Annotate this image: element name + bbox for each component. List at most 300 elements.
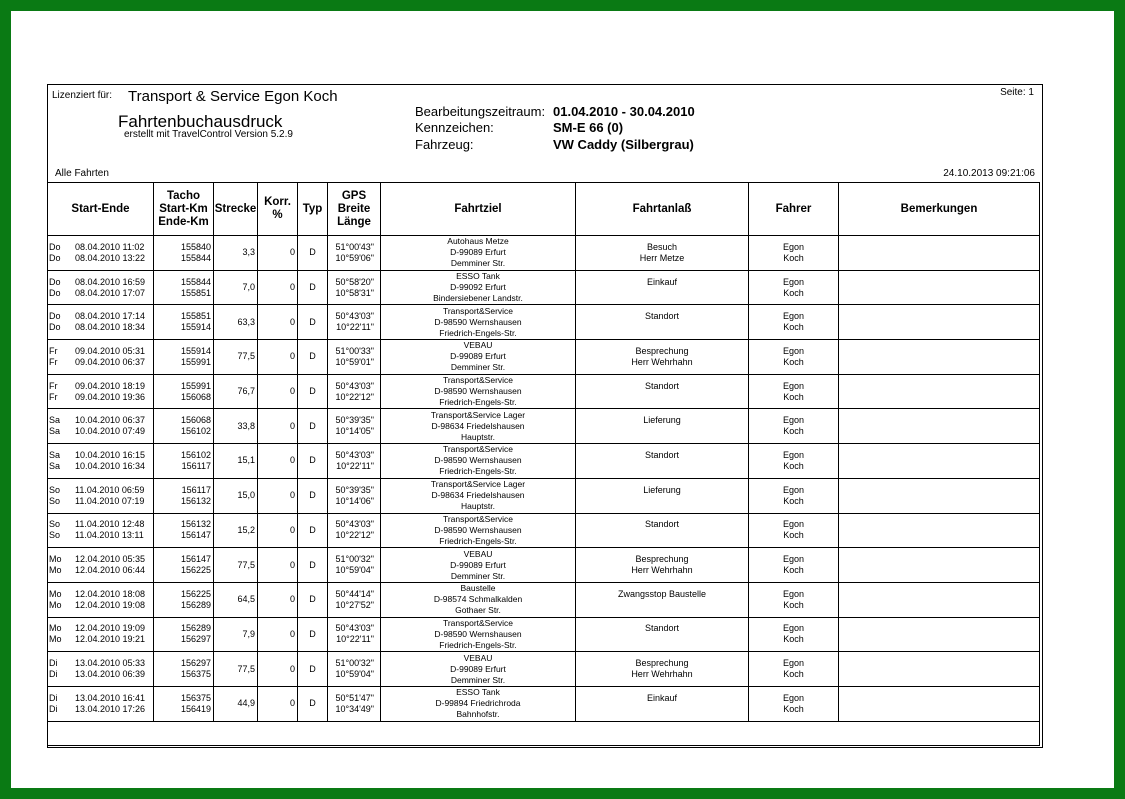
gps-lat: 51°00'32" [335,658,374,669]
korr-cell: 0 [258,340,298,375]
gps-cell [328,617,381,652]
table-row [48,652,1040,687]
tacho-cell [154,582,214,617]
col-bemerkungen: Bemerkungen [839,183,1040,236]
gps-lon: 10°58'31" [335,287,374,298]
end-km: 156102 [180,426,211,437]
fahrtziel-cell [381,409,576,444]
end-weekday: Di [49,669,58,680]
table-row [48,582,1040,617]
gps-cell [328,374,381,409]
col-fahrtziel: Fahrtziel [381,183,576,236]
ziel-city: D-98590 Wernshausen [434,455,522,466]
gps-lat: 50°58'20" [335,276,374,287]
tacho-cell [154,548,214,583]
fahrer-first: Egon [782,692,805,703]
anlass-line: Herr Wehrhahn [631,356,693,367]
korr-cell: 0 [258,513,298,548]
ziel-city: D-98590 Wernshausen [434,524,522,535]
end-weekday: Do [49,287,61,298]
anlass-line: Besprechung [635,658,689,669]
start-datetime: 08.04.2010 11:02 [75,241,145,252]
start-km: 155914 [180,345,211,356]
start-km: 156225 [180,588,211,599]
start-ende-cell [48,652,154,687]
fahrtanlass-cell [576,617,749,652]
strecke-cell: 7,0 [214,270,258,305]
col-korr-line: Korr. [264,196,291,208]
gps-lat: 50°43'03" [335,623,374,634]
start-datetime: 08.04.2010 16:59 [75,276,146,287]
gps-lat: 50°43'03" [335,449,374,460]
ziel-city: D-99089 Erfurt [450,559,506,570]
ziel-street: Demminer Str. [450,674,506,685]
start-ende-cell [48,374,154,409]
typ-cell: D [298,548,328,583]
fahrer-cell [749,444,839,479]
gps-lon: 10°22'11" [336,322,374,333]
tacho-cell [154,513,214,548]
bemerkungen-cell [839,409,1040,444]
anlass-line [576,704,748,715]
typ-cell: D [298,686,328,721]
anlass-line [576,634,748,645]
gps-lon: 10°27'52" [335,599,374,610]
strecke-cell: 15,2 [214,513,258,548]
fahrer-first: Egon [782,415,805,426]
end-weekday: Fr [49,356,58,367]
start-ende-cell [48,444,154,479]
fahrer-first: Egon [782,380,805,391]
ziel-name: Transport&Service [442,305,514,316]
start-km: 155840 [180,241,211,252]
strecke-cell: 33,8 [214,409,258,444]
tacho-cell [154,686,214,721]
ziel-city: D-99089 Erfurt [450,663,506,674]
table-row [48,686,1040,721]
typ-cell: D [298,340,328,375]
fahrtanlass-cell [576,340,749,375]
start-km: 156117 [181,484,211,495]
start-datetime: 12.04.2010 18:08 [75,588,146,599]
start-datetime: 10.04.2010 16:15 [75,449,146,460]
strecke-cell: 3,3 [214,236,258,271]
col-gps [328,183,381,236]
col-gps-line: Länge [337,215,371,228]
fahrer-cell [749,236,839,271]
ziel-name: Transport&Service [442,617,514,628]
fahrer-last: Koch [783,391,804,402]
fahrtziel-cell [381,686,576,721]
ziel-city: D-98634 Friedelshausen [431,490,525,501]
ziel-city: D-99089 Erfurt [450,247,506,258]
ziel-name: Autohaus Metze [447,236,509,247]
fahrtziel-cell [381,652,576,687]
fahrtziel-cell [381,270,576,305]
ziel-name: VEBAU [463,652,493,663]
fahrtziel-cell [381,340,576,375]
start-datetime: 09.04.2010 18:19 [75,380,146,391]
tacho-cell [154,617,214,652]
typ-cell: D [298,305,328,340]
start-km: 156289 [180,623,211,634]
col-gps-line: GPS [341,189,367,202]
end-km: 156419 [180,703,211,714]
company-name: Transport & Service Egon Koch [128,88,338,105]
ziel-city: D-99089 Erfurt [450,351,506,362]
gps-cell [328,478,381,513]
end-km: 156297 [180,634,211,645]
table-empty-row [48,721,1040,745]
gps-lon: 10°22'11" [336,634,374,645]
end-km: 155844 [180,252,211,263]
fahrtanlass-cell [576,409,749,444]
col-strecke: Strecke [214,183,258,236]
col-tacho [154,183,214,236]
start-weekday: Mo [49,588,62,599]
fahrer-last: Koch [783,426,804,437]
ziel-street: Demminer Str. [450,362,506,373]
korr-cell: 0 [258,270,298,305]
gps-cell [328,652,381,687]
end-datetime: 13.04.2010 06:39 [75,669,146,680]
ziel-name: Transport&Service Lager [430,409,526,420]
typ-cell: D [298,236,328,271]
start-km: 156132 [180,519,211,530]
end-weekday: Do [49,252,61,263]
gps-lon: 10°14'06" [335,495,374,506]
korr-cell: 0 [258,374,298,409]
tacho-cell [154,444,214,479]
strecke-cell: 15,1 [214,444,258,479]
gps-lat: 50°39'35" [335,415,374,426]
table-row [48,340,1040,375]
fahrtziel-cell [381,548,576,583]
anlass-line: Standort [644,449,680,460]
start-datetime: 12.04.2010 05:35 [75,554,146,565]
gps-cell [328,548,381,583]
fahrer-last: Koch [783,356,804,367]
strecke-cell: 77,5 [214,652,258,687]
start-km: 155851 [180,311,211,322]
gps-cell [328,582,381,617]
bemerkungen-cell [839,513,1040,548]
ziel-street: Demminer Str. [450,258,506,269]
gps-lat: 51°00'43" [335,241,374,252]
bemerkungen-cell [839,444,1040,479]
fahrtanlass-cell [576,582,749,617]
typ-cell: D [298,270,328,305]
table-row [48,270,1040,305]
end-km: 155991 [180,356,211,367]
gps-lat: 51°00'33" [335,345,374,356]
end-datetime: 10.04.2010 07:49 [75,426,146,437]
typ-cell: D [298,617,328,652]
gps-lon: 10°22'11" [336,460,374,471]
ziel-name: VEBAU [463,548,493,559]
fahrtanlass-cell [576,513,749,548]
start-ende-cell [48,582,154,617]
gps-cell [328,409,381,444]
col-fahrer: Fahrer [749,183,839,236]
fahrtanlass-cell [576,305,749,340]
table-row [48,617,1040,652]
table-body [48,236,1040,722]
fahrer-last: Koch [783,530,804,541]
gps-cell [328,513,381,548]
fahrer-last: Koch [783,495,804,506]
tacho-cell [154,270,214,305]
fahrer-cell [749,513,839,548]
start-ende-cell [48,617,154,652]
fahrer-first: Egon [782,276,805,287]
tacho-cell [154,305,214,340]
report-subtitle: erstellt mit TravelControl Version 5.2.9 [124,129,293,140]
start-datetime: 10.04.2010 06:37 [75,415,146,426]
trips-table [47,182,1040,746]
gps-lat: 50°44'14" [335,588,374,599]
empty-cell [48,721,1040,745]
start-weekday: So [49,484,61,495]
start-weekday: Mo [49,623,62,634]
vehicle-label: Fahrzeug: [415,136,474,152]
fahrer-first: Egon [782,449,805,460]
bemerkungen-cell [839,478,1040,513]
report-frame [47,84,1043,748]
ziel-street: Bahnhofstr. [456,709,500,720]
ziel-name: Transport&Service Lager [430,479,526,490]
end-datetime: 08.04.2010 13:22 [75,252,146,263]
fahrer-first: Egon [782,588,805,599]
end-km: 156375 [180,669,211,680]
fahrer-cell [749,374,839,409]
fahrer-last: Koch [783,565,804,576]
ziel-name: ESSO Tank [456,271,500,282]
gps-lat: 50°43'03" [335,519,374,530]
anlass-line [576,392,748,403]
ziel-city: D-99092 Erfurt [450,282,506,293]
start-weekday: Do [49,241,61,252]
end-datetime: 11.04.2010 07:19 [75,495,145,506]
ziel-name: Baustelle [460,583,496,594]
start-weekday: Sa [49,415,61,426]
table-row [48,548,1040,583]
anlass-line: Standort [644,311,680,322]
fahrer-first: Egon [782,241,805,252]
end-weekday: Sa [49,426,61,437]
tacho-cell [154,652,214,687]
gps-lat: 50°43'03" [335,311,374,322]
start-weekday: Di [49,692,58,703]
vehicle-value: VW Caddy (Silbergrau) [553,136,694,152]
korr-cell: 0 [258,548,298,583]
table-row [48,444,1040,479]
fahrer-first: Egon [782,519,805,530]
gps-lon: 10°59'06" [335,252,374,263]
anlass-line: Standort [644,623,680,634]
fahrer-last: Koch [783,322,804,333]
col-korr-line: % [272,209,283,221]
end-km: 156225 [180,565,211,576]
end-datetime: 09.04.2010 06:37 [75,356,146,367]
start-datetime: 13.04.2010 05:33 [75,658,146,669]
start-datetime: 11.04.2010 12:48 [75,519,145,530]
table-row [48,236,1040,271]
ziel-street: Gothaer Str. [455,605,501,616]
anlass-line: Besuch [646,241,678,252]
gps-lat: 50°43'03" [335,380,374,391]
anlass-line: Einkauf [646,692,678,703]
gps-lon: 10°59'04" [335,669,374,680]
start-datetime: 11.04.2010 06:59 [75,484,145,495]
ziel-city: D-98634 Friedelshausen [431,420,525,431]
fahrer-last: Koch [783,634,804,645]
end-km: 156068 [180,391,211,402]
typ-cell: D [298,409,328,444]
start-datetime: 12.04.2010 19:09 [75,623,146,634]
anlass-line [576,496,748,507]
report-meta [415,103,695,153]
anlass-line: Herr Wehrhahn [631,669,693,680]
anlass-line [576,426,748,437]
fahrtziel-cell [381,236,576,271]
anlass-line: Einkauf [646,276,678,287]
start-weekday: Sa [49,449,61,460]
gps-lon: 10°14'05" [335,426,374,437]
fahrtanlass-cell [576,686,749,721]
korr-cell: 0 [258,305,298,340]
korr-cell: 0 [258,617,298,652]
ziel-city: D-99894 Friedrichroda [435,698,521,709]
fahrer-last: Koch [783,599,804,610]
filter-label: Alle Fahrten [55,168,109,179]
gps-lat: 50°39'35" [335,484,374,495]
start-km: 156068 [180,415,211,426]
page-number: Seite: 1 [1000,87,1034,98]
start-ende-cell [48,340,154,375]
anlass-line: Herr Wehrhahn [631,565,693,576]
bemerkungen-cell [839,305,1040,340]
strecke-cell: 63,3 [214,305,258,340]
typ-cell: D [298,652,328,687]
korr-cell: 0 [258,478,298,513]
gps-cell [328,340,381,375]
bemerkungen-cell [839,340,1040,375]
gps-cell [328,236,381,271]
fahrer-last: Koch [783,252,804,263]
ziel-city: D-98590 Wernshausen [434,316,522,327]
gps-lon: 10°34'49" [335,703,374,714]
end-datetime: 08.04.2010 18:34 [75,322,146,333]
fahrtanlass-cell [576,236,749,271]
ziel-city: D-98574 Schmalkalden [433,594,523,605]
end-km: 156147 [180,530,211,541]
anlass-line: Standort [644,380,680,391]
typ-cell: D [298,374,328,409]
fahrer-last: Koch [783,287,804,298]
fahrtanlass-cell [576,652,749,687]
ziel-street: Hauptstr. [460,431,496,442]
fahrtziel-cell [381,305,576,340]
bemerkungen-cell [839,236,1040,271]
col-gps-line: Breite [337,202,371,215]
fahrer-cell [749,409,839,444]
col-typ: Typ [298,183,328,236]
end-km: 155851 [180,287,211,298]
fahrer-first: Egon [782,311,805,322]
fahrtanlass-cell [576,374,749,409]
table-row [48,409,1040,444]
strecke-cell: 76,7 [214,374,258,409]
start-ende-cell [48,409,154,444]
ziel-street: Friedrich-Engels-Str. [439,639,517,650]
start-ende-cell [48,478,154,513]
table-row [48,478,1040,513]
bemerkungen-cell [839,548,1040,583]
korr-cell: 0 [258,409,298,444]
fahrtanlass-cell [576,270,749,305]
start-weekday: So [49,519,61,530]
start-weekday: Do [49,311,61,322]
korr-cell: 0 [258,582,298,617]
fahrtziel-cell [381,444,576,479]
fahrtziel-cell [381,478,576,513]
ziel-city: D-98590 Wernshausen [434,386,522,397]
start-km: 156297 [180,658,211,669]
start-km: 155991 [180,380,211,391]
strecke-cell: 77,5 [214,340,258,375]
gps-lat: 51°00'32" [335,554,374,565]
end-km: 156289 [180,599,211,610]
start-km: 155844 [180,276,211,287]
gps-cell [328,444,381,479]
start-datetime: 13.04.2010 16:41 [75,692,146,703]
table-row [48,374,1040,409]
anlass-line [576,461,748,472]
ziel-name: Transport&Service [442,513,514,524]
table-header-row [48,183,1040,236]
end-weekday: Fr [49,391,58,402]
col-fahrtanlass: Fahrtanlaß [576,183,749,236]
anlass-line: Zwangsstop Baustelle [617,588,707,599]
end-weekday: Mo [49,634,62,645]
end-datetime: 13.04.2010 17:26 [75,703,146,714]
start-km: 156102 [180,449,211,460]
fahrer-cell [749,340,839,375]
fahrtanlass-cell [576,444,749,479]
anlass-line: Lieferung [643,484,681,495]
anlass-line: Besprechung [635,554,689,565]
ziel-city: D-98590 Wernshausen [434,628,522,639]
start-ende-cell [48,236,154,271]
korr-cell: 0 [258,444,298,479]
end-km: 155914 [180,322,211,333]
end-datetime: 12.04.2010 19:08 [75,599,146,610]
col-tacho-line: Tacho [166,189,200,202]
ziel-name: ESSO Tank [456,687,500,698]
gps-lon: 10°22'12" [335,530,374,541]
report-title: Fahrtenbuchausdruck [118,112,283,131]
end-km: 156117 [181,460,211,471]
korr-cell: 0 [258,652,298,687]
start-ende-cell [48,513,154,548]
anlass-line: Herr Metze [639,252,685,263]
typ-cell: D [298,582,328,617]
fahrtziel-cell [381,617,576,652]
strecke-cell: 15,0 [214,478,258,513]
end-datetime: 10.04.2010 16:34 [75,460,146,471]
fahrer-cell [749,270,839,305]
